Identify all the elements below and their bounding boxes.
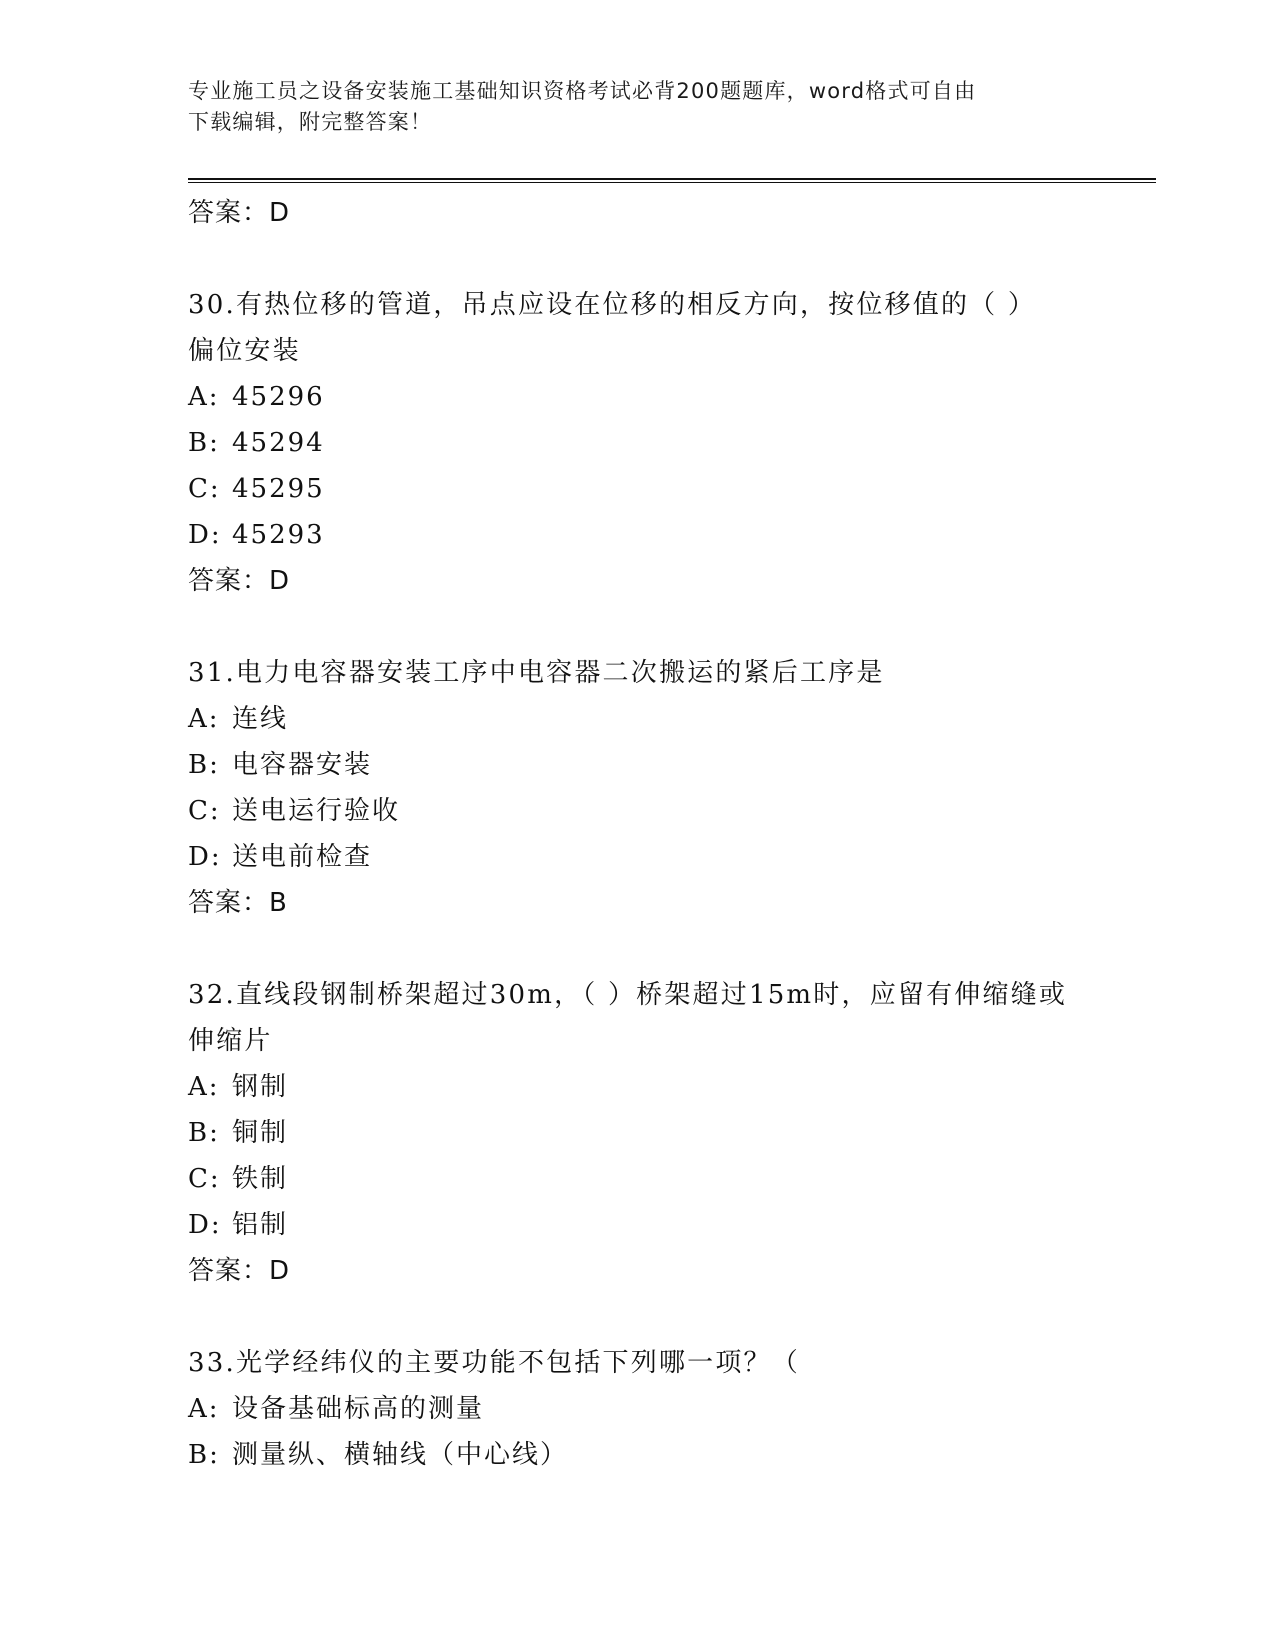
option-text: 45295 <box>232 474 325 504</box>
option-text: 连线 <box>232 704 289 734</box>
option-text: 测量纵、横轴线（中心线） <box>232 1440 569 1470</box>
option-text: 钢制 <box>232 1072 289 1102</box>
question-text-continued: 偏位安装 <box>188 336 301 366</box>
option-key: A: <box>188 1394 220 1424</box>
option-key: B: <box>188 428 220 458</box>
option-key: C: <box>188 796 221 826</box>
option-b <box>188 1432 1088 1478</box>
question-text: 30.有热位移的管道，吊点应设在位移的相反方向，按位移值的（ ） <box>188 290 1037 320</box>
header-line-1: 专业施工员之设备安装施工基础知识资格考试必背200题题库，word格式可自由 <box>188 79 977 103</box>
option-b <box>188 1110 1088 1156</box>
question-text: 32.直线段钢制桥架超过30m，（ ）桥架超过15m时，应留有伸缩缝或 <box>188 980 1068 1010</box>
option-b <box>188 742 1088 788</box>
option-key: C: <box>188 1164 221 1194</box>
option-key: A: <box>188 704 220 734</box>
answer-line: 答案：B <box>188 888 288 918</box>
option-key: B: <box>188 1440 220 1470</box>
question-text-continued: 伸缩片 <box>188 1026 273 1056</box>
option-key: D: <box>188 520 222 550</box>
option-key: B: <box>188 1118 220 1148</box>
answer-line: 答案：D <box>188 1256 291 1286</box>
option-d <box>188 512 1088 558</box>
answer-line: 答案：D <box>188 198 291 228</box>
option-a <box>188 1064 1088 1110</box>
question-text: 31.电力电容器安装工序中电容器二次搬运的紧后工序是 <box>188 658 885 688</box>
document-header <box>188 76 1088 138</box>
spacer <box>188 604 1088 650</box>
option-c <box>188 466 1088 512</box>
option-text: 送电运行验收 <box>232 796 401 826</box>
spacer <box>188 236 1088 282</box>
question-block <box>188 972 1088 1294</box>
option-a <box>188 1386 1088 1432</box>
option-c <box>188 788 1088 834</box>
option-d <box>188 1202 1088 1248</box>
option-key: A: <box>188 1072 220 1102</box>
question-text: 33.光学经纬仪的主要功能不包括下列哪一项？（ <box>188 1348 800 1378</box>
question-block <box>188 282 1088 604</box>
option-text: 45293 <box>232 520 325 550</box>
header-divider <box>188 178 1156 183</box>
option-a <box>188 374 1088 420</box>
option-text: 铁制 <box>232 1164 289 1194</box>
option-text: 45294 <box>232 428 325 458</box>
option-text: 铝制 <box>232 1210 289 1240</box>
header-line-2: 下载编辑，附完整答案！ <box>188 110 433 134</box>
spacer <box>188 1294 1088 1340</box>
option-text: 45296 <box>232 382 325 412</box>
option-key: B: <box>188 750 220 780</box>
option-c <box>188 1156 1088 1202</box>
option-text: 送电前检查 <box>232 842 373 872</box>
option-key: D: <box>188 842 222 872</box>
spacer <box>188 926 1088 972</box>
question-block <box>188 1340 1088 1478</box>
option-key: C: <box>188 474 221 504</box>
option-key: D: <box>188 1210 222 1240</box>
option-a <box>188 696 1088 742</box>
option-text: 铜制 <box>232 1118 289 1148</box>
question-block <box>188 650 1088 926</box>
document-body <box>188 190 1088 1478</box>
option-b <box>188 420 1088 466</box>
option-text: 设备基础标高的测量 <box>232 1394 485 1424</box>
option-d <box>188 834 1088 880</box>
answer-line: 答案：D <box>188 566 291 596</box>
option-key: A: <box>188 382 220 412</box>
option-text: 电容器安装 <box>232 750 373 780</box>
